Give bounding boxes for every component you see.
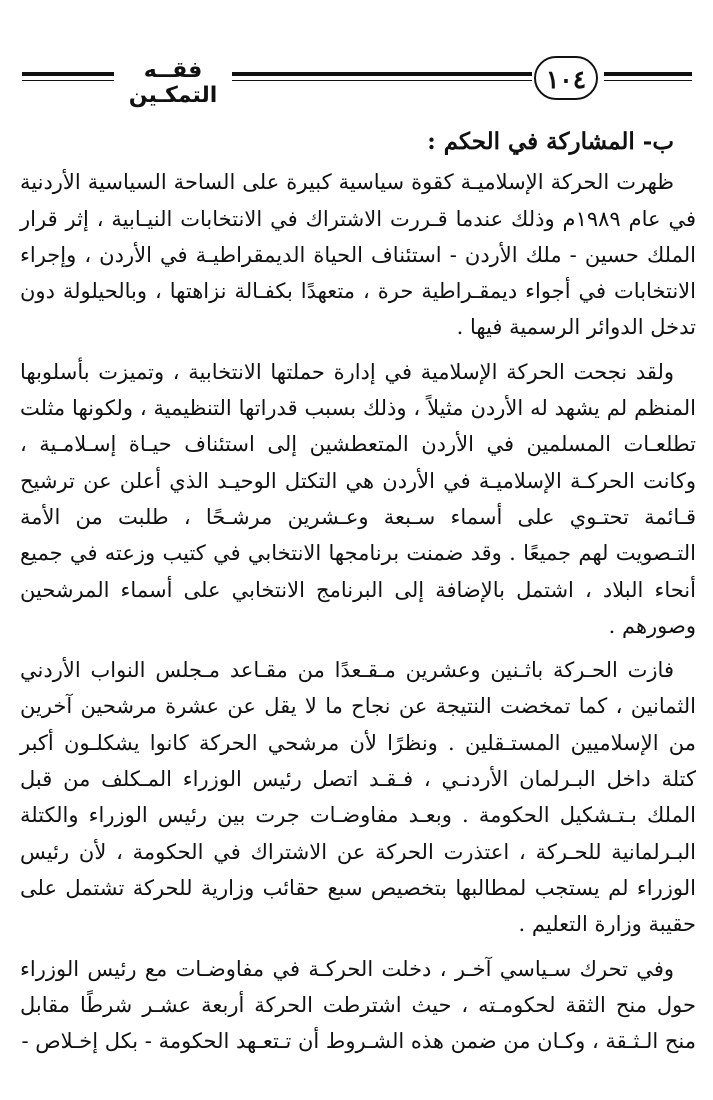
paragraph: وفي تحرك سـياسي آخـر ، دخلت الحركـة في مفاوضـات مع رئيس الوزراء حول منح الثقة لحكومـته ، حيث اشترطت الحركة أربعة عشـر شرطًا مقابل منح الـثـقة ، وكـان من ضمن هذه الشـروط أن تـتعـهد الحكومة - بكل إخـلاص - <box>20 956 696 1054</box>
paragraph: ولقد نجحت الحركة الإسلامية في إدارة حملتها الانتخابية ، وتميزت بأسلوبها المنظم لم يشهد له الأردن مثيلاً ، وذلك بسبب قدراتها التنظيمية ، ولكونها مثلت تطلعـات المسلمين في الأردن المتعطشين إلى استئناف حيـاة إسـلامـية ، وكانت الحركـة الإسلاميـة في الأردن هي التكتل الوحيـد الذي أعلن عن ترشيح قـائمة تحتـوي على أسماء سـبعة وعـشرين مرشـحًا ، طلبت من الأمة التـصويت لهم جميعًا . وقد ضمنت برنامجها الانتخابي في كتيب وزعته في جميع أنحاء البلاد ، اشتمل بالإضافة إلى البرنامج الانتخابي على أسماء المرشحين وصورهم . <box>20 359 696 638</box>
section-heading: ب- المشاركة في الحكم : <box>427 128 674 155</box>
page-header <box>14 52 704 108</box>
running-title: فقــه التمكـين <box>128 58 218 108</box>
page-body <box>20 124 696 1067</box>
page-number: ١٠٤ <box>534 56 598 100</box>
paragraph: ظهرت الحركة الإسلاميـة كقوة سياسية كبيرة على الساحة السياسية الأردنية في عام ١٩٨٩م وذلك عندما قـررت الاشتراك في الانتخابات النيـابية ، إثر قرار الملك حسين - ملك الأردن - استئناف الحياة الديمقراطيـة في الأردن ، وإجراء الانتخابات في أجواء ديمقـراطية حرة ، متعهدًا بكفـالة نزاهتها ، وبالحيلولة دون تدخل الدوائر الرسمية فيها . <box>20 170 697 340</box>
paragraph: فازت الحـركة باثـنين وعشرين مـقـعدًا من مقـاعد مـجلس النواب الأردني الثمانين ، كما تمخضت النتيجة عن نجاح ما لا يقل عن عشرة مرشحين آخرين من الإسلاميين المستـقلين . ونظرًا لأن مرشحي الحركة كانوا يشكلـون أكبر كتلة داخل البـرلمان الأردنـي ، فـقـد اتصل رئيس الوزراء المـكلف من قبل الملك بـتـشكيل الحكومة . وبعـد مفاوضـات جرت بين رئيس الوزراء والكتلة البـرلمانية للحـركة ، اعتذرت الحركة عن الاشتراك في الحكومة ، لأن رئيس الوزراء لم يستجب لمطالبها بتخصيص سبع حقائب وزارية للحركة تشتمل على حقيبة وزارة التعليم . <box>20 658 696 937</box>
